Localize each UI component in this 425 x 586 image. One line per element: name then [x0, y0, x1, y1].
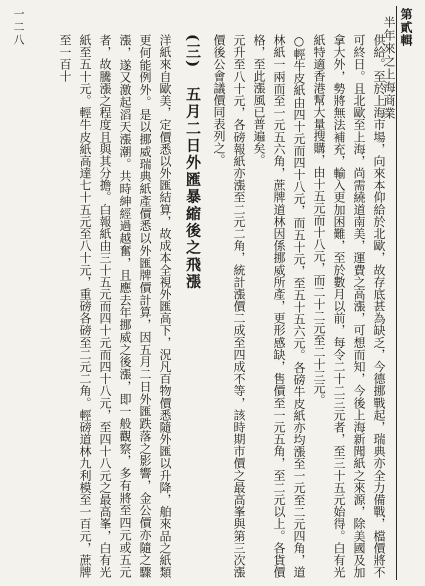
- body-text: [10, 34, 389, 578]
- chapter-title: 半年來之上海商業: [382, 16, 396, 120]
- section-heading: (三) 五月二日外匯暴縮後之飛漲: [184, 34, 202, 291]
- paragraph: 供給。至於上海市場，向來本仰給於北歐，故存底甚為缺乏，今德挪戰起，瑞典亦全力備戰，檔價將不可終日。且北歐至上海，尚需繞道南美，運費之高漲，可想而知，今後上海新聞紙之來源，除美國及加拿大外，勢將無法補充，輸入更加困難，至於數月以前，每令二十二三元者，至三十五元始得。白有光紙特適香港幫大量搜購，由十五元而十八元，而二十二元至二十三元。: [312, 34, 386, 578]
- paragraph: 洋紙來自歐美，定價悉以外匯結算，故成本全視外匯高下，況凡百物價悉隨外匯以升降，舶來品之紙類更何能例外。是以挪威瑞典紙產價悉以外匯牌價計算，因五月二日外匯跌落之影響，金公價亦隨之驟漲，遂又激起滔天漲潮。共時紳經過越奮，且應去年挪威之後漲，即一般觀察，多有將至四元或五元者，故騰漲之程度且與其分擔。白報紙由三十五元而四十元而四十八元，至四十八元之最高峯，白有光紙至五十元。輕牛皮紙高達七十五元至八十元，重磅各磅至二元二角。輕磅道林九利模至一百元，蔗牌至一百十: [58, 34, 172, 578]
- page-number: 一二八: [12, 8, 25, 47]
- paragraph: ○輕牛皮紙由四十元而四十八元，而五十元，至五十五六元。各磅牛皮紙亦均漲至一元至二元四角，道林紙一兩而至一元五六角，蔗牌道林因係挪威所產，更形感缺，售價至一元五角，至二元以上。各貨價格，至此漲風已普遍矣。: [252, 34, 306, 578]
- header-rule: [396, 6, 397, 580]
- paragraph: 元升至八十元，各磅報紙亦漲至二元二角，統計漲價二成至四成不等，該時期市價之最高峯與第三次漲價後公會議價同表列之。: [212, 34, 246, 578]
- chapter-label: 第貳輯: [399, 8, 413, 47]
